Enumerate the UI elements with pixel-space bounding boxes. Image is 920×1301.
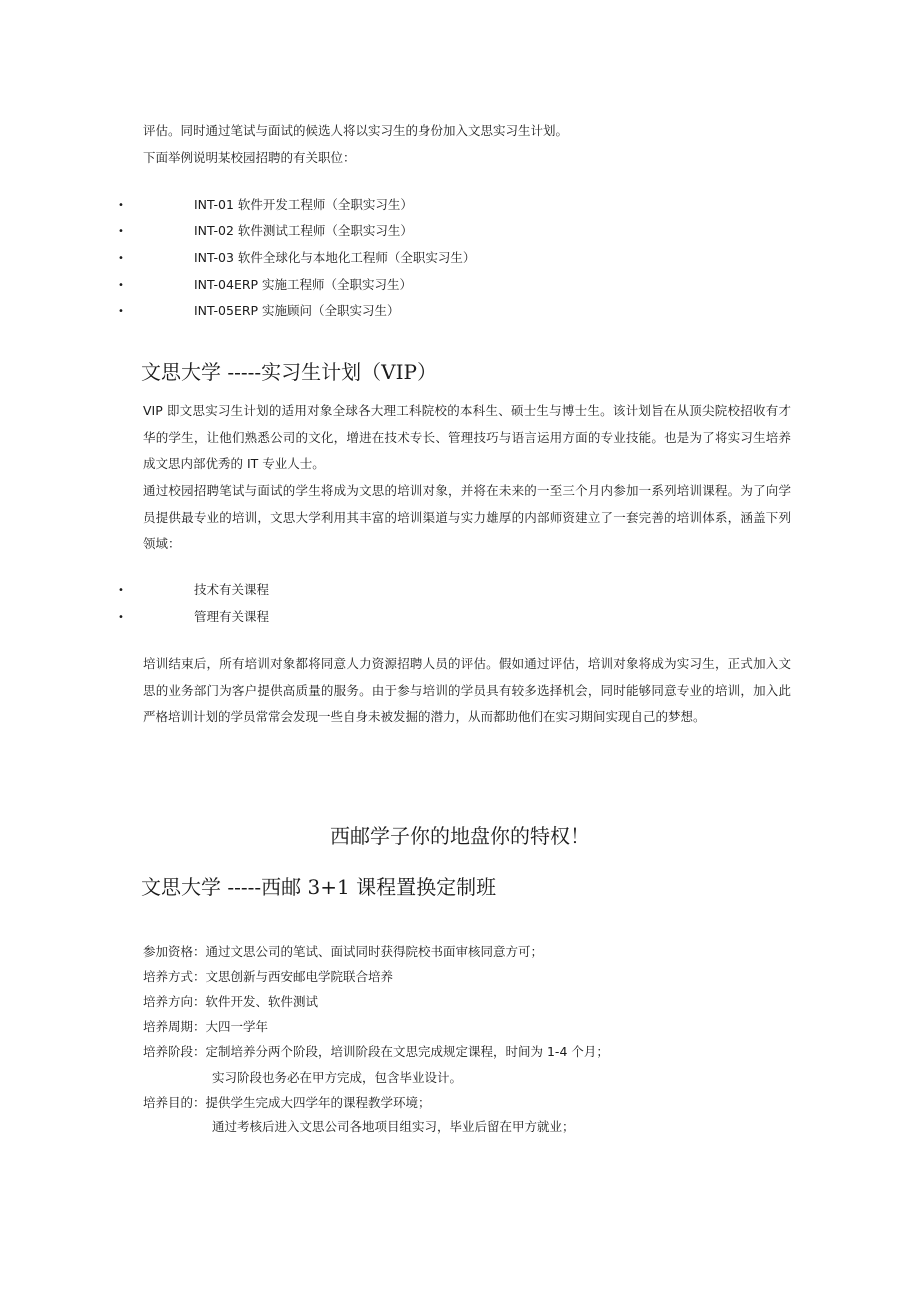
detail-eligibility: 参加资格：通过文思公司的笔试、面试同时获得院校书面审核同意方可； [143,944,544,959]
intro-line-2: 下面举例说明某校园招聘的有关职位： [143,150,356,165]
vip-paragraph-3: 培训结束后，所有培训对象都将同意人力资源招聘人员的评估。假如通过评估，培训对象将成为实习生，正式加入文思的业务部门为客户提供高质量的服务。由于参与培训的学员具有较多选择机会，同时能够同意专业的培训，加入此严格培训计划的学员常常会发现一些自身未被发掘的潜力，从而都助他们在实习期间实现自己的梦想。 [143,656,791,724]
position-item: INT-05ERP 实施顾问（全职实习生） [194,303,400,318]
bullet-marker: • [118,585,124,596]
course-item: 技术有关课程 [194,582,270,597]
detail-goal-1: 培养目的：提供学生完成大四学年的课程教学环境； [143,1095,431,1110]
detail-goal-2: 通过考核后进入文思公司各地项目组实习，毕业后留在甲方就业； [212,1119,575,1134]
vip-heading: 文思大学 -----实习生计划（VIP） [141,360,437,384]
detail-direction: 培养方向：软件开发、软件测试 [143,994,319,1009]
detail-stage-1: 培养阶段：定制培养分两个阶段，培训阶段在文思完成规定课程，时间为 1-4 个月； [143,1044,609,1059]
bullet-marker: • [118,226,124,237]
course-item: 管理有关课程 [194,609,270,624]
detail-period: 培养周期：大四一学年 [143,1019,269,1034]
position-item: INT-02 软件测试工程师（全职实习生） [194,223,413,238]
slogan-heading: 西邮学子你的地盘你的特权！ [330,824,590,848]
position-item: INT-01 软件开发工程师（全职实习生） [194,197,413,212]
bullet-marker: • [118,253,124,264]
vip-paragraph-2: 通过校园招聘笔试与面试的学生将成为文思的培训对象，并将在未来的一至三个月内参加一系列培训课程。为了向学员提供最专业的培训，文思大学利用其丰富的培训渠道与实力雄厚的内部师资建立了一套完善的培训体系，涵盖下列领域： [143,483,791,551]
xiyou-heading: 文思大学 -----西邮 3+1 课程置换定制班 [141,875,497,899]
bullet-marker: • [118,280,124,291]
detail-mode: 培养方式：文思创新与西安邮电学院联合培养 [143,969,394,984]
position-item: INT-04ERP 实施工程师（全职实习生） [194,277,413,292]
intro-line-1: 评估。同时通过笔试与面试的候选人将以实习生的身份加入文思实习生计划。 [143,123,569,138]
bullet-marker: • [118,200,124,211]
bullet-marker: • [118,306,124,317]
position-item: INT-03 软件全球化与本地化工程师（全职实习生） [194,250,476,265]
vip-paragraph-1: VIP 即文思实习生计划的适用对象全球各大理工科院校的本科生、硕士生与博士生。该计划旨在从顶尖院校招收有才华的学生，让他们熟悉公司的文化，增进在技术专长、管理技巧与语言运用方面的专业技能。也是为了将实习生培养成文思内部优秀的 IT 专业人士。 [143,403,791,471]
detail-stage-2: 实习阶段也务必在甲方完成，包含毕业设计。 [212,1070,463,1085]
bullet-marker: • [118,612,124,623]
